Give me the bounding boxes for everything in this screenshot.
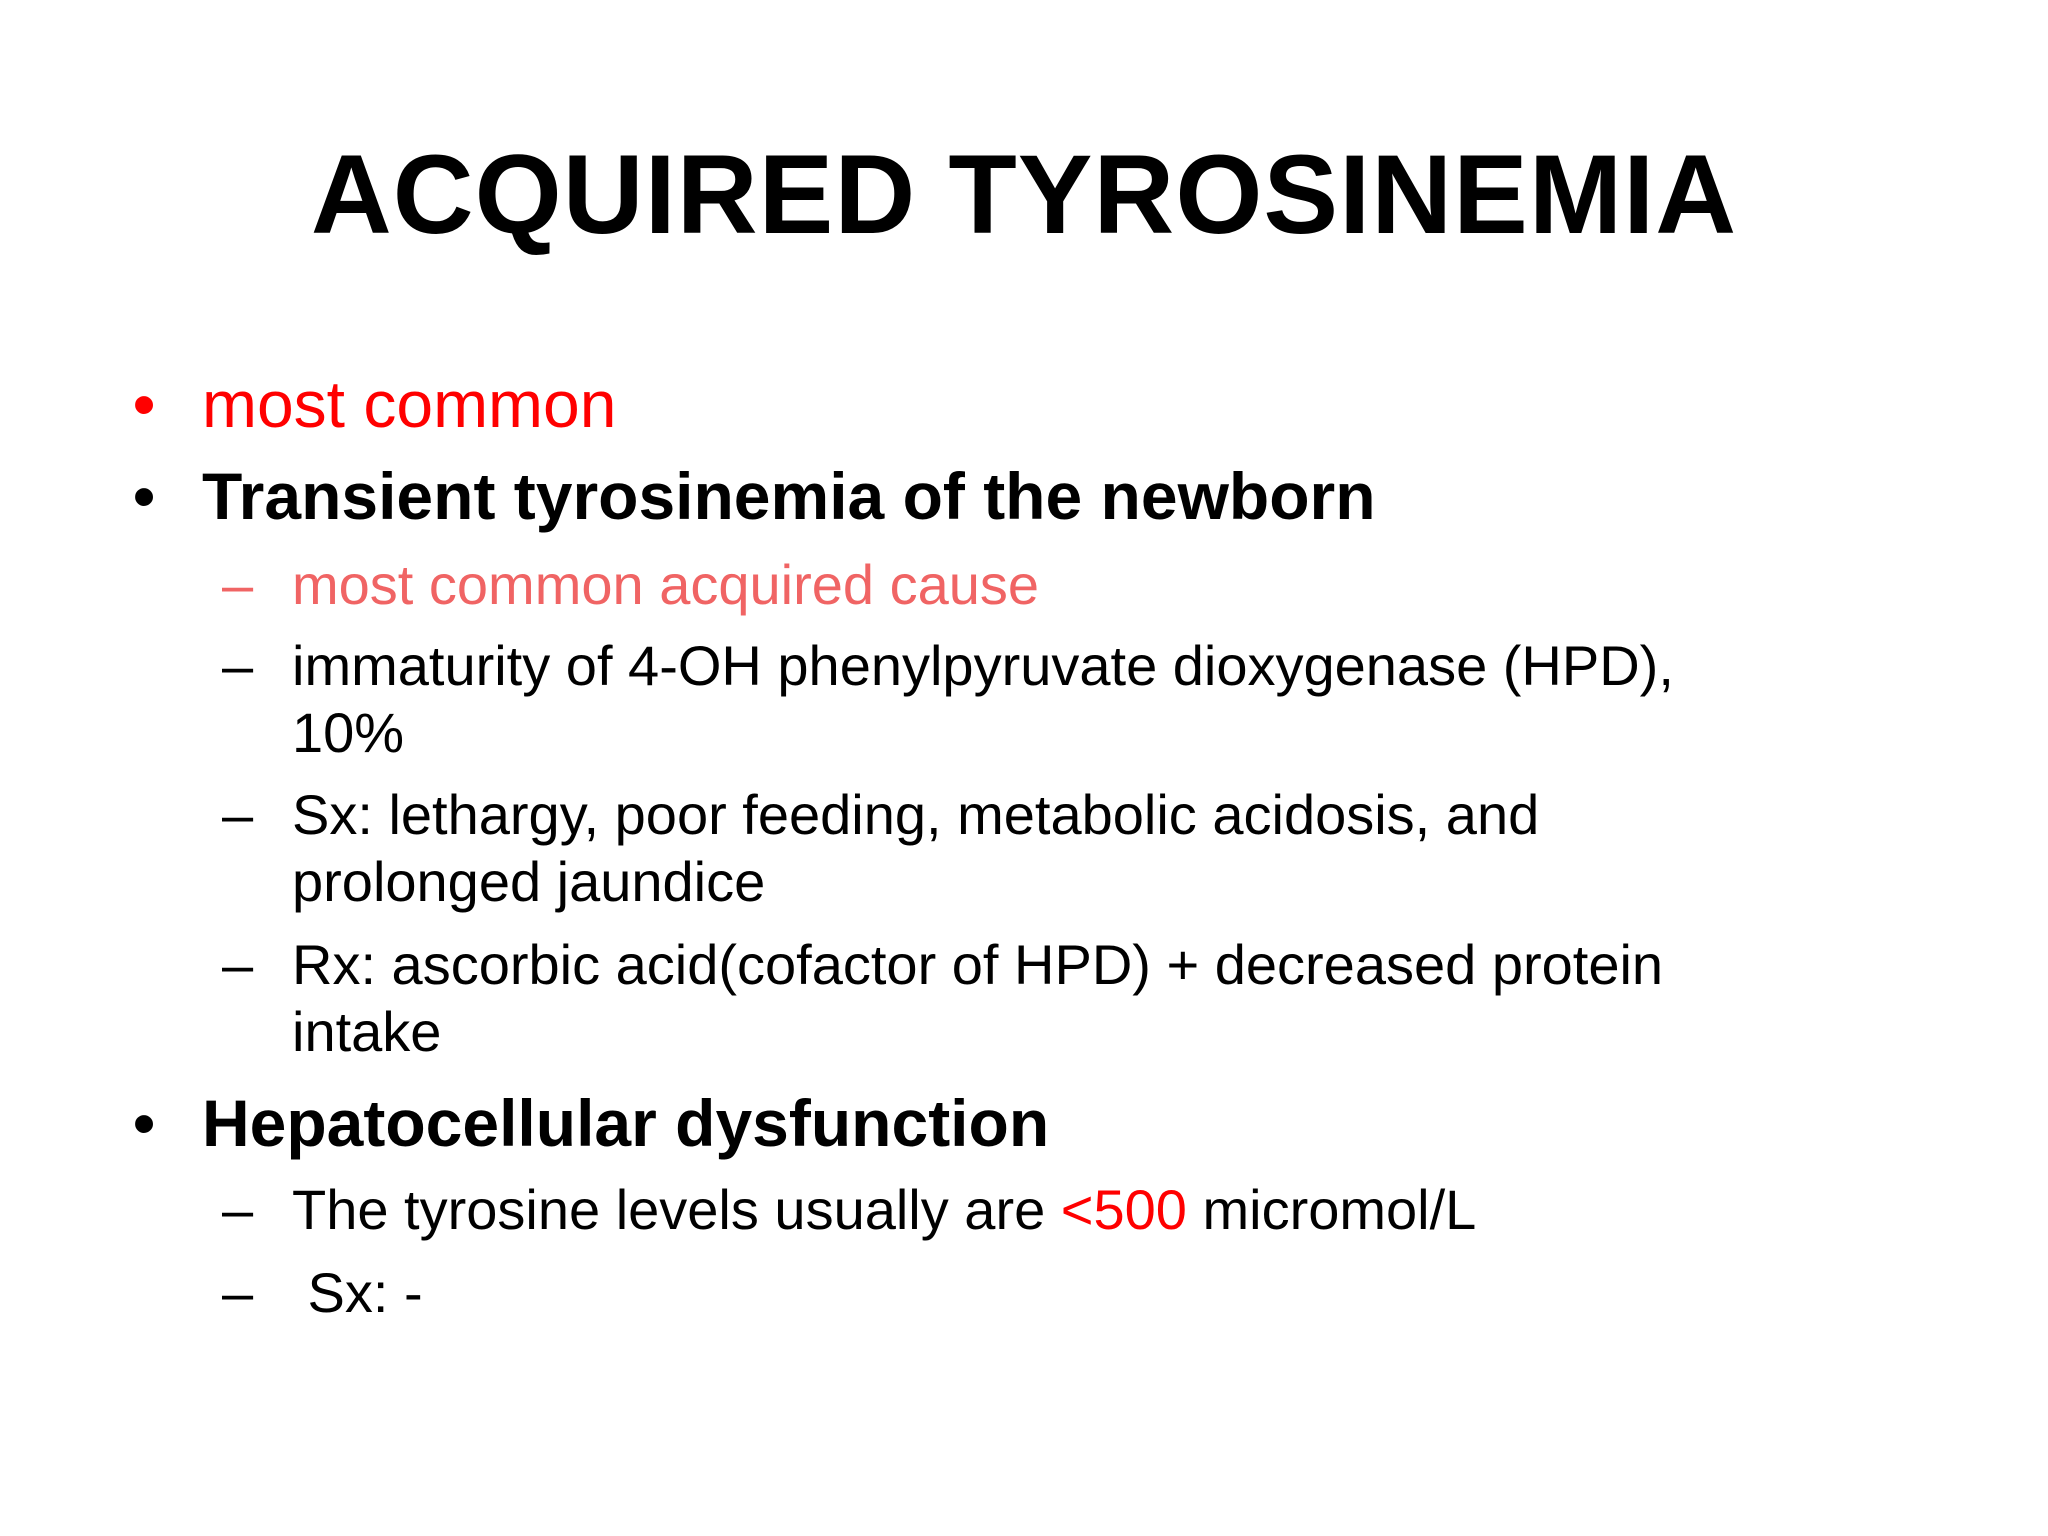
text-before-highlight: The tyrosine levels usually are — [292, 1178, 1061, 1241]
bullet-marker: • — [132, 459, 156, 533]
bullet-text: Transient tyrosinemia of the newborn — [202, 459, 1376, 533]
sub-item-text-continued: prolonged jaundice — [292, 850, 766, 913]
bullet-marker: • — [132, 367, 156, 441]
dash-marker: – — [222, 783, 254, 846]
dash-marker: – — [222, 634, 254, 697]
dash-marker: – — [222, 1178, 254, 1241]
highlight-value: <500 — [1060, 1178, 1187, 1241]
dash-marker: – — [222, 1261, 254, 1324]
text-after-highlight: micromol/L — [1186, 1178, 1477, 1241]
slide-title: ACQUIRED TYROSINEMIA — [310, 132, 1738, 257]
bullet-text: most common — [202, 367, 617, 441]
bullet-text: Hepatocellular dysfunction — [202, 1086, 1050, 1160]
sub-item-text: immaturity of 4-OH phenylpyruvate dioxygenase (HPD), — [292, 634, 1674, 697]
dash-marker: – — [222, 933, 254, 996]
sub-item-text: Rx: ascorbic acid(cofactor of HPD) + decreased protein — [292, 933, 1664, 996]
sub-item-text — [292, 1177, 1476, 1243]
sub-item-text-continued: 10% — [292, 701, 405, 764]
bullet-marker: • — [132, 1086, 156, 1160]
sub-item-text: Sx: - — [292, 1261, 423, 1324]
sub-item-text: Sx: lethargy, poor feeding, metabolic acidosis, and — [292, 783, 1540, 846]
dash-marker: – — [222, 553, 254, 616]
sub-item-text-continued: intake — [292, 1000, 442, 1063]
sub-item-text: most common acquired cause — [292, 553, 1040, 616]
